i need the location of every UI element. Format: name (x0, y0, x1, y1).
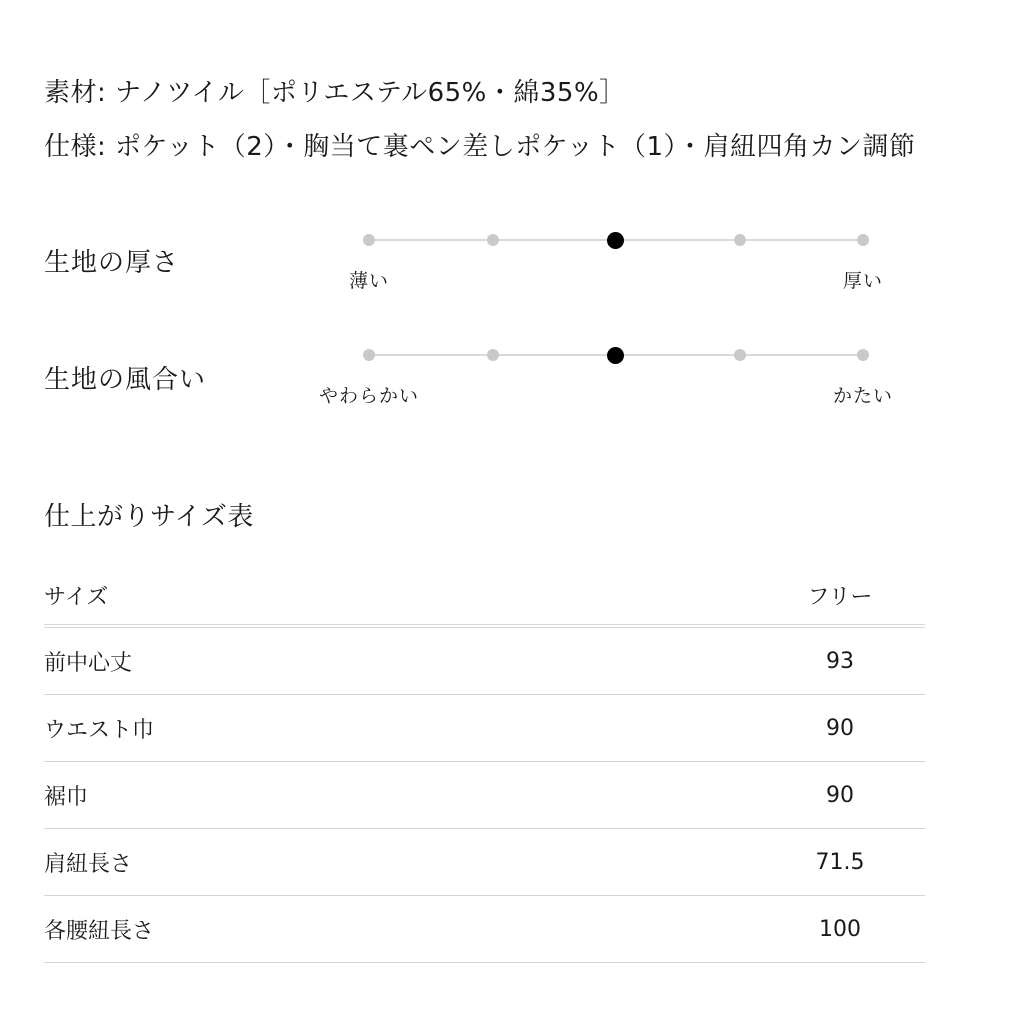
table-row (44, 829, 925, 896)
row-value: 71.5 (755, 829, 925, 896)
texture-dot-3 (607, 347, 624, 364)
header-size-value: フリー (755, 566, 925, 626)
spec-value: ポケット（2）・胸当て裏ペン差しポケット（1）・肩紐四角カン調節 (115, 132, 916, 162)
thickness-dot-1 (363, 234, 375, 246)
texture-title: 生地の風合い (44, 365, 207, 395)
row-label: 各腰紐長さ (44, 896, 755, 963)
table-header-row (44, 566, 925, 626)
thickness-dot-4 (734, 234, 746, 246)
row-value: 100 (755, 896, 925, 963)
texture-dot-2 (487, 349, 499, 361)
texture-scale (44, 337, 924, 417)
spec-line (44, 126, 916, 163)
material-label: 素材: (44, 78, 107, 108)
spec-label: 仕様: (44, 132, 107, 162)
texture-left-label: やわらかい (318, 385, 419, 407)
texture-dot-4 (734, 349, 746, 361)
row-value: 90 (755, 762, 925, 829)
row-label: 裾巾 (44, 762, 755, 829)
thickness-dot-2 (487, 234, 499, 246)
texture-dot-5 (857, 349, 869, 361)
header-size-label: サイズ (44, 566, 755, 626)
row-label: 前中心丈 (44, 626, 755, 695)
row-value: 90 (755, 695, 925, 762)
material-value: ナノツイル［ポリエステル65%・綿35%］ (115, 78, 626, 108)
texture-right-label: かたい (832, 385, 893, 407)
thickness-title: 生地の厚さ (44, 248, 180, 278)
thickness-right-label: 厚い (842, 270, 883, 292)
size-table-title: 仕上がりサイズ表 (44, 502, 254, 532)
table-row (44, 762, 925, 829)
material-line (44, 72, 626, 109)
row-value: 93 (755, 626, 925, 695)
table-row (44, 896, 925, 963)
row-label: 肩紐長さ (44, 829, 755, 896)
thickness-dot-3 (607, 232, 624, 249)
size-table (44, 566, 925, 963)
thickness-left-label: 薄い (348, 270, 389, 292)
thickness-scale (44, 222, 924, 302)
texture-dot-1 (363, 349, 375, 361)
table-row (44, 626, 925, 695)
row-label: ウエスト巾 (44, 695, 755, 762)
table-row (44, 695, 925, 762)
thickness-dot-5 (857, 234, 869, 246)
